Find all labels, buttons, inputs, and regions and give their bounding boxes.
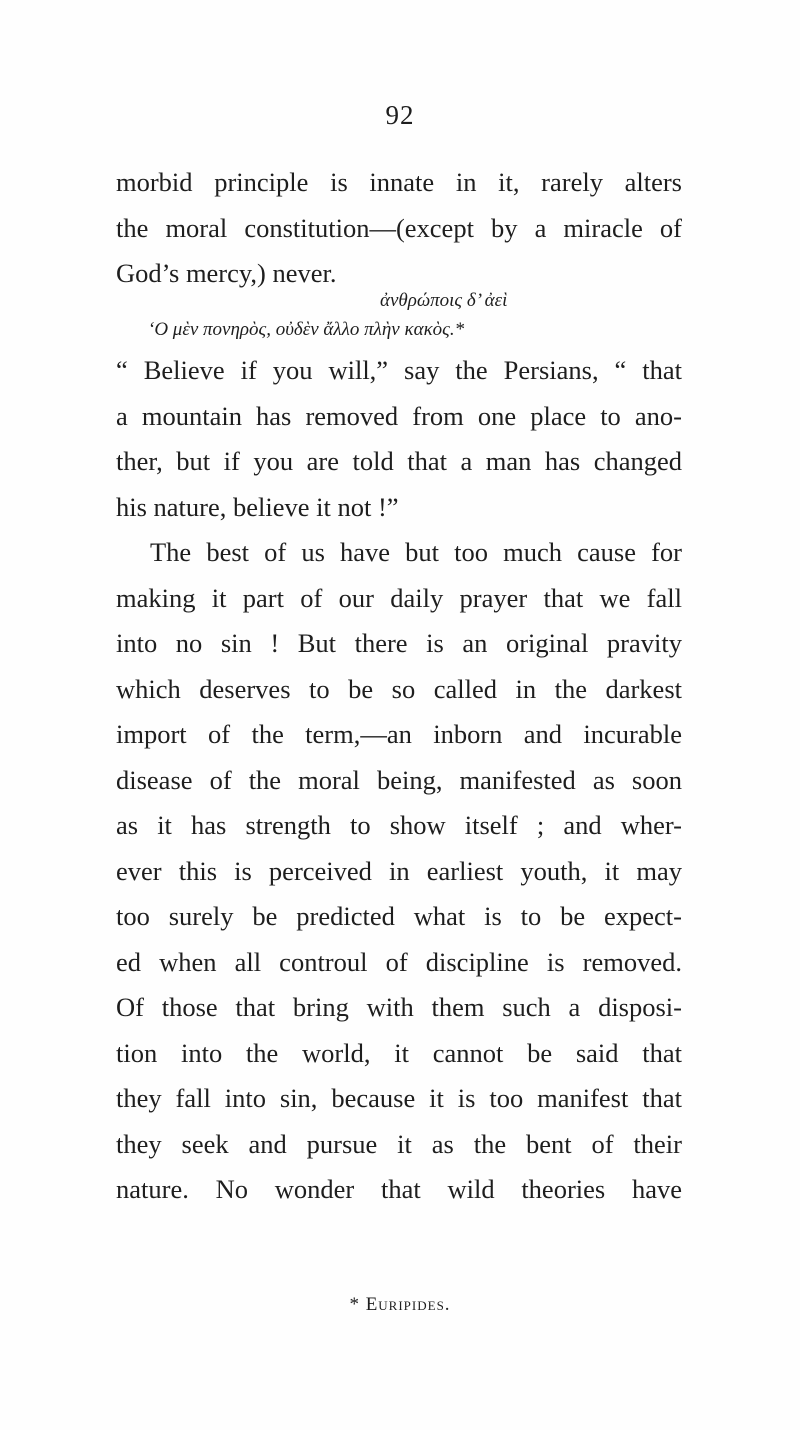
text-line: “ Believe if you will,” say the Persians, “ that — [116, 355, 682, 385]
text-line: nature. No wonder that wild theories have — [116, 1174, 682, 1204]
text-line: ther, but if you are told that a man has changed — [116, 446, 682, 476]
text-line: which deserves to be so called in the darkest — [116, 673, 682, 704]
footnote: * Euripides. — [349, 1294, 451, 1315]
text-line: making it part of our daily prayer that we fall — [116, 582, 682, 613]
text-line: import of the term,—an inborn and incurable — [116, 719, 682, 749]
text-line: ever this is perceived in earliest youth, it may — [116, 855, 682, 886]
greek-quote-line: ἀνθρώποις δ’ ἀεὶ — [380, 290, 508, 311]
text-line: tion into the world, it cannot be said that — [116, 1037, 682, 1068]
text-line: Of those that bring with them such a disposi- — [116, 992, 682, 1022]
text-line: ed when all controul of discipline is removed. — [116, 946, 682, 977]
text-line: a mountain has removed from one place to ano- — [116, 400, 682, 431]
text-top — [116, 160, 682, 297]
text-line: his nature, believe it not !” — [116, 491, 399, 522]
text-line: into no sin ! But there is an original pravity — [116, 628, 682, 658]
text-line: disease of the moral being, manifested as soon — [116, 764, 682, 795]
text-line: too surely be predicted what is to be expect- — [116, 901, 682, 931]
text-line: The best of us have but too much cause for — [150, 537, 682, 567]
text-line: as it has strength to show itself ; and wher- — [116, 810, 682, 840]
text-line: they fall into sin, because it is too manifest that — [116, 1083, 682, 1113]
text-line: they seek and pursue it as the bent of their — [116, 1128, 682, 1159]
text-line: God’s mercy,) never. — [116, 258, 337, 288]
text-line: morbid principle is innate in it, rarely alters — [116, 167, 682, 197]
greek-quote-line: ‘Ο μὲν πονηρὸς, οὐδὲν ἄλλο πλὴν κακὸς.* — [148, 319, 465, 340]
text-line: the moral constitution—(except by a miracle of — [116, 212, 682, 243]
page-number: 92 — [385, 100, 415, 130]
text-body — [116, 348, 682, 1213]
